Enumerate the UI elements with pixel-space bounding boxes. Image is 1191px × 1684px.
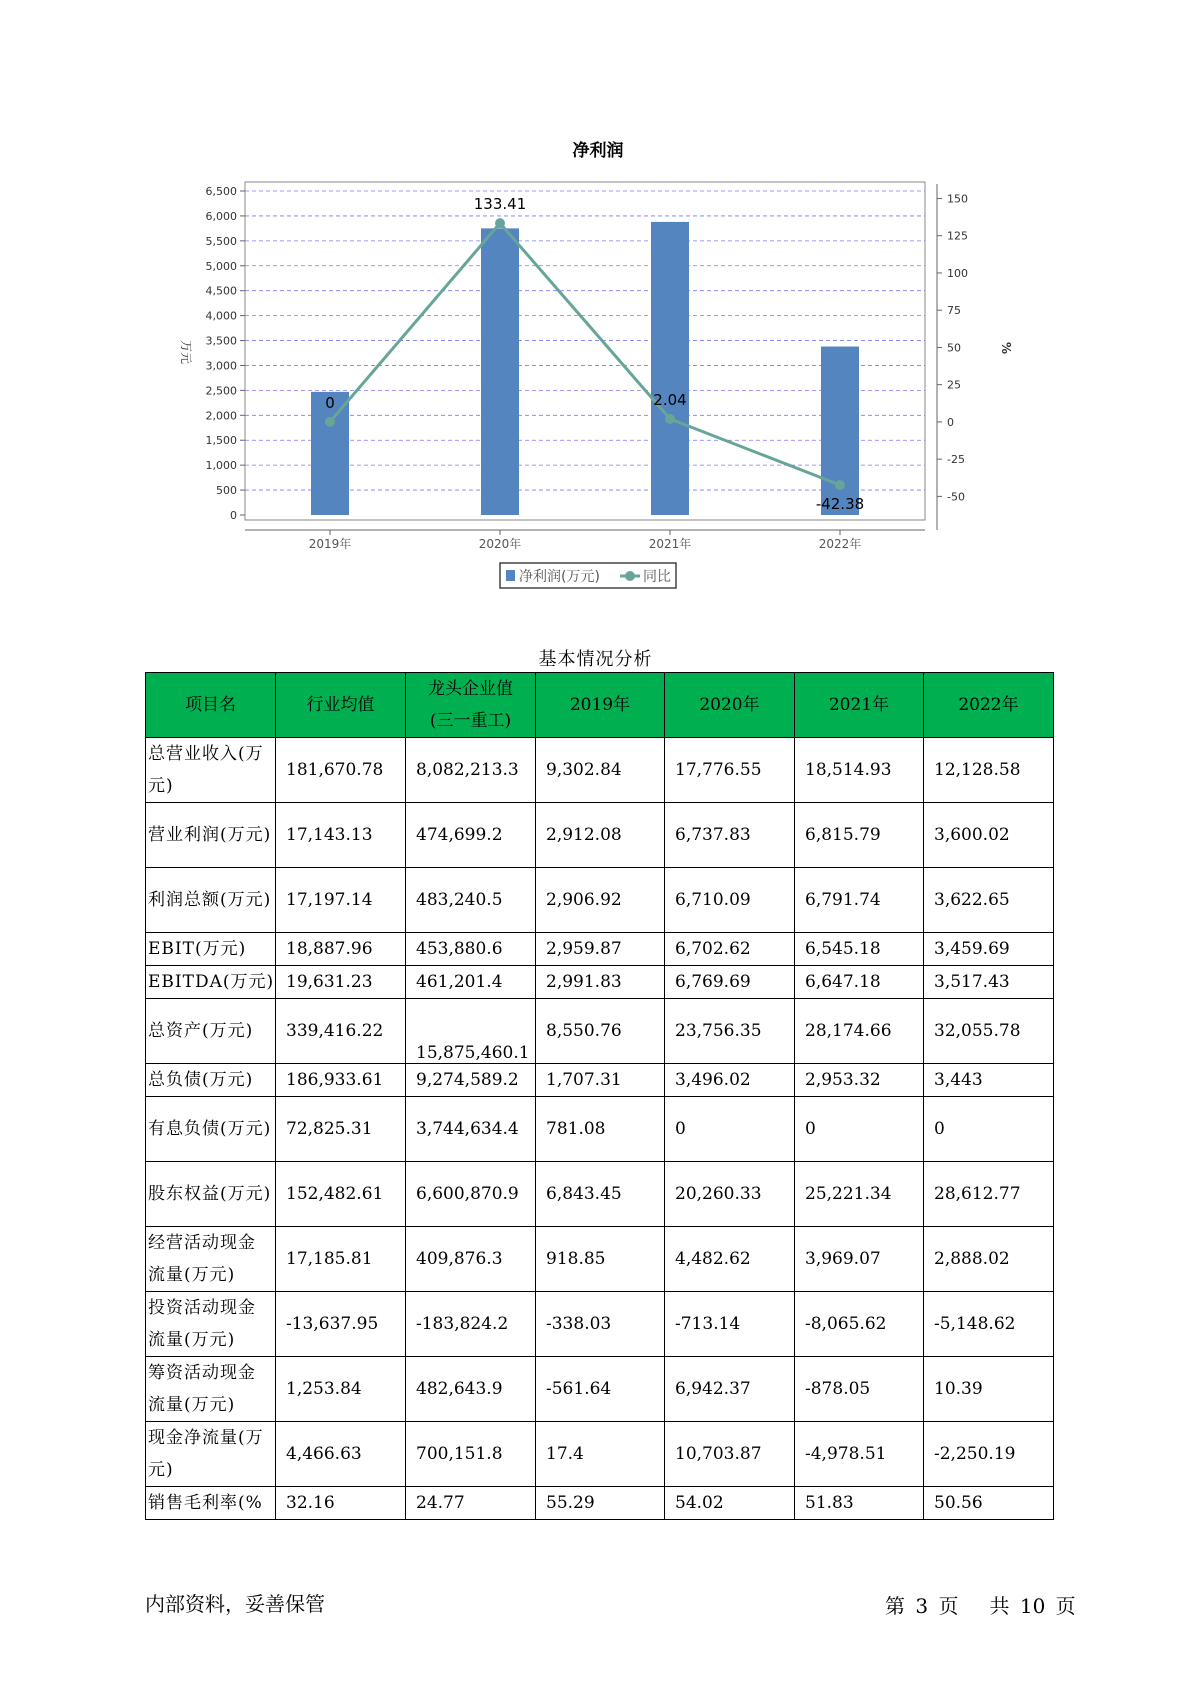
row-value-cell: 186,933.61 [276,1064,406,1097]
yoy-data-label: -42.38 [815,495,865,514]
table-body [146,738,1054,1520]
row-value-cell: 181,670.78 [276,738,406,803]
row-item-name: 筹资活动现金流量(万元) [146,1357,276,1422]
row-value-cell: 3,600.02 [924,803,1054,868]
row-item-name: 股东权益(万元) [146,1162,276,1227]
row-value-cell: 700,151.8 [406,1422,536,1487]
yoy-point [665,414,675,424]
header-2019: 2019年 [536,673,665,738]
table-row [146,933,1054,966]
chart-title: 净利润 [572,141,624,161]
table-row [146,999,1054,1064]
legend-bar-label: 净利润(万元) [519,569,600,585]
row-item-name: 总负债(万元) [146,1064,276,1097]
row-value-cell: 2,906.92 [536,868,665,933]
row-item-name: EBITDA(万元) [146,966,276,999]
row-value-cell: 6,647.18 [795,966,924,999]
row-item-name: 投资活动现金流量(万元) [146,1292,276,1357]
row-value-cell: 55.29 [536,1487,665,1520]
yoy-data-label: 133.41 [473,195,527,214]
y2-tick-label: 100 [947,266,968,280]
row-value-cell: 3,622.65 [924,868,1054,933]
row-value-cell: 18,887.96 [276,933,406,966]
net-profit-chart [170,130,1070,600]
row-item-name: 销售毛利率(% [146,1487,276,1520]
row-value-cell: 6,791.74 [795,868,924,933]
row-value-cell: 17,185.81 [276,1227,406,1292]
row-value-cell: 3,496.02 [665,1064,795,1097]
y2-tick-label: -50 [947,490,965,504]
row-value-cell: 3,969.07 [795,1227,924,1292]
yoy-point [325,417,335,427]
legend-line-label: 同比 [643,569,671,585]
x-tick-label: 2019年 [308,537,352,551]
y-tick-label: 3,500 [205,334,237,348]
row-value-cell: 3,744,634.4 [406,1097,536,1162]
row-value-cell: 8,550.76 [536,999,665,1064]
header-2020: 2020年 [665,673,795,738]
row-value-cell: 152,482.61 [276,1162,406,1227]
y2-tick-label: 25 [947,378,961,392]
row-value-cell: 32.16 [276,1487,406,1520]
row-value-cell: 51.83 [795,1487,924,1520]
row-value-cell: 17.4 [536,1422,665,1487]
header-2022: 2022年 [924,673,1054,738]
footer-confidential-note: 内部资料，妥善保管 [145,1592,325,1616]
y-tick-label: 4,000 [205,309,237,323]
table-row [146,1357,1054,1422]
table-row [146,1422,1054,1487]
y2-tick-label: 50 [947,341,961,355]
yoy-point [835,480,845,490]
y2-tick-label: 150 [947,192,968,206]
header-item-name: 项目名 [146,673,276,738]
row-value-cell: 17,197.14 [276,868,406,933]
row-item-name: 总营业收入(万元) [146,738,276,803]
row-value-cell: -8,065.62 [795,1292,924,1357]
row-value-cell: -338.03 [536,1292,665,1357]
row-item-name: 经营活动现金流量(万元) [146,1227,276,1292]
row-value-cell: -713.14 [665,1292,795,1357]
row-item-name: 现金净流量(万元) [146,1422,276,1487]
y-tick-label: 4,500 [205,284,237,298]
row-value-cell: 1,253.84 [276,1357,406,1422]
y-tick-label: 6,000 [205,209,237,223]
row-value-cell: -5,148.62 [924,1292,1054,1357]
y-tick-label: 500 [216,484,237,498]
row-value-cell: 6,600,870.9 [406,1162,536,1227]
chart-legend [500,563,676,588]
net-profit-bar [481,228,519,515]
row-value-cell: 781.08 [536,1097,665,1162]
yoy-point [495,218,505,228]
row-value-cell: 6,545.18 [795,933,924,966]
row-value-cell: 2,953.32 [795,1064,924,1097]
row-value-cell: 24.77 [406,1487,536,1520]
x-tick-label: 2020年 [478,537,522,551]
table-row [146,1162,1054,1227]
row-value-cell: 72,825.31 [276,1097,406,1162]
table-row [146,738,1054,803]
y-tick-label: 2,000 [205,409,237,423]
header-2021: 2021年 [795,673,924,738]
y-tick-label: 5,500 [205,234,237,248]
row-item-name: 利润总额(万元) [146,868,276,933]
row-value-cell: 918.85 [536,1227,665,1292]
row-value-cell: -2,250.19 [924,1422,1054,1487]
row-value-cell: 23,756.35 [665,999,795,1064]
row-value-cell: 6,769.69 [665,966,795,999]
table-row [146,1097,1054,1162]
row-value-cell: 474,699.2 [406,803,536,868]
row-item-name: 营业利润(万元) [146,803,276,868]
yoy-line [330,223,840,485]
row-value-cell: -183,824.2 [406,1292,536,1357]
y2-tick-label: -25 [947,453,965,467]
row-value-cell: 20,260.33 [665,1162,795,1227]
row-value-cell: 6,815.79 [795,803,924,868]
table-row [146,803,1054,868]
row-value-cell: 4,466.63 [276,1422,406,1487]
row-value-cell: 28,174.66 [795,999,924,1064]
yoy-data-label: 0 [325,393,335,412]
row-value-cell: 461,201.4 [406,966,536,999]
row-value-cell: 25,221.34 [795,1162,924,1227]
row-value-cell: 6,702.62 [665,933,795,966]
table-caption: 基本情况分析 [538,649,653,670]
row-value-cell: 2,888.02 [924,1227,1054,1292]
y-axis-label: 万元 [179,339,193,365]
x-tick-label: 2022年 [818,537,862,551]
row-value-cell: 453,880.6 [406,933,536,966]
row-value-cell: 483,240.5 [406,868,536,933]
legend-line-marker [625,571,635,581]
row-value-cell: 6,942.37 [665,1357,795,1422]
row-value-cell: 2,991.83 [536,966,665,999]
row-value-cell: 18,514.93 [795,738,924,803]
row-value-cell: 10,703.87 [665,1422,795,1487]
row-value-cell: 17,776.55 [665,738,795,803]
row-value-cell: 15,875,460.1 [406,999,536,1064]
row-value-cell: 3,459.69 [924,933,1054,966]
row-value-cell: 409,876.3 [406,1227,536,1292]
y2-tick-label: 75 [947,304,961,318]
y-tick-label: 5,000 [205,259,237,273]
row-value-cell: 6,737.83 [665,803,795,868]
y-tick-label: 0 [230,509,237,522]
table-row [146,1064,1054,1097]
y-tick-label: 2,500 [205,384,237,398]
row-value-cell: 0 [665,1097,795,1162]
row-value-cell: 1,707.31 [536,1064,665,1097]
y-tick-label: 6,500 [205,185,237,198]
row-value-cell: 0 [924,1097,1054,1162]
basic-analysis-table [145,672,1054,1520]
row-value-cell: 28,612.77 [924,1162,1054,1227]
table-row [146,1292,1054,1357]
row-value-cell: -13,637.95 [276,1292,406,1357]
y2-tick-label: 125 [947,229,968,243]
table-row [146,1487,1054,1520]
row-value-cell: 50.56 [924,1487,1054,1520]
row-value-cell: -878.05 [795,1357,924,1422]
row-value-cell: 8,082,213.3 [406,738,536,803]
row-value-cell: 482,643.9 [406,1357,536,1422]
table-row [146,868,1054,933]
y2-tick-label: 0 [947,415,954,429]
row-value-cell: 9,302.84 [536,738,665,803]
row-value-cell: 2,959.87 [536,933,665,966]
x-tick-label: 2021年 [648,537,692,551]
row-value-cell: 19,631.23 [276,966,406,999]
row-value-cell: 9,274,589.2 [406,1064,536,1097]
row-value-cell: 54.02 [665,1487,795,1520]
row-item-name: 总资产(万元) [146,999,276,1064]
row-item-name: 有息负债(万元) [146,1097,276,1162]
row-value-cell: 10.39 [924,1357,1054,1422]
net-profit-bar [651,222,689,515]
line-series [325,195,864,513]
row-value-cell: 17,143.13 [276,803,406,868]
row-value-cell: 32,055.78 [924,999,1054,1064]
y-tick-label: 1,000 [205,459,237,473]
table-row [146,966,1054,999]
y-tick-label: 1,500 [205,434,237,448]
row-value-cell: 4,482.62 [665,1227,795,1292]
table-row [146,1227,1054,1292]
yoy-data-label: 2.04 [653,390,687,409]
row-value-cell: -4,978.51 [795,1422,924,1487]
legend-bar-swatch [506,570,515,581]
row-value-cell: 3,517.43 [924,966,1054,999]
table-header-row [146,673,1054,738]
footer-page-number: 第 3 页 共 10 页 [885,1594,1076,1618]
row-value-cell: 6,710.09 [665,868,795,933]
row-value-cell: 6,843.45 [536,1162,665,1227]
row-value-cell: 2,912.08 [536,803,665,868]
header-industry-avg: 行业均值 [276,673,406,738]
row-value-cell: -561.64 [536,1357,665,1422]
row-item-name: EBIT(万元) [146,933,276,966]
row-value-cell: 3,443 [924,1064,1054,1097]
header-leader-value: 龙头企业值 (三一重工) [406,673,536,738]
row-value-cell: 339,416.22 [276,999,406,1064]
y-tick-label: 3,000 [205,359,237,373]
y2-axis-label: % [999,341,1013,355]
row-value-cell: 0 [795,1097,924,1162]
row-value-cell: 12,128.58 [924,738,1054,803]
